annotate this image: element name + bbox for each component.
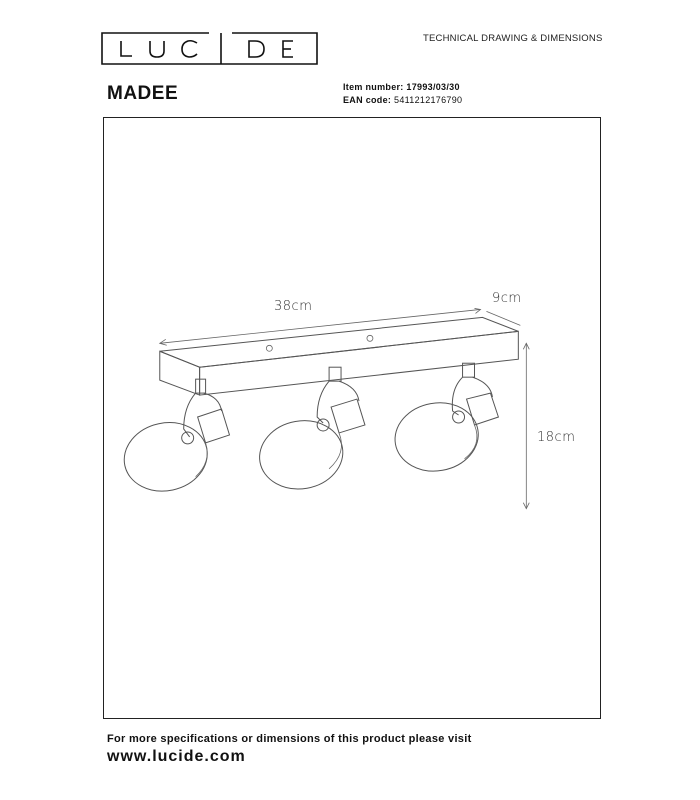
product-name: MADEE bbox=[107, 83, 179, 104]
dimension-width-label: 38cm bbox=[274, 299, 313, 314]
ean-label: EAN code: bbox=[343, 95, 392, 105]
item-number-line bbox=[343, 82, 460, 92]
ean-value: 5411212176790 bbox=[394, 95, 463, 105]
document-type: TECHNICAL DRAWING & DIMENSIONS bbox=[423, 33, 603, 44]
dimension-depth-label: 9cm bbox=[492, 291, 522, 306]
item-number-label: Item number: bbox=[343, 82, 404, 92]
lucide-logo bbox=[101, 32, 318, 65]
spotlight-3 bbox=[390, 363, 499, 477]
ean-line bbox=[343, 95, 462, 105]
item-number-value: 17993/03/30 bbox=[406, 82, 460, 92]
ceiling-plate bbox=[160, 317, 519, 395]
lamp-drawing bbox=[104, 118, 600, 718]
footer-url-link[interactable]: www.lucide.com bbox=[107, 748, 246, 765]
spotlight-1 bbox=[118, 379, 230, 499]
spotlight-2 bbox=[254, 367, 365, 495]
drawing-frame bbox=[103, 117, 601, 719]
depth-dimension-line bbox=[486, 311, 520, 325]
lucide-logo-graphic bbox=[101, 32, 318, 65]
width-dimension-line bbox=[160, 308, 481, 345]
height-dimension-line bbox=[523, 343, 529, 508]
dimension-height-label: 18cm bbox=[537, 430, 576, 445]
footer-text: For more specifications or dimensions of this product please visit bbox=[107, 733, 472, 745]
